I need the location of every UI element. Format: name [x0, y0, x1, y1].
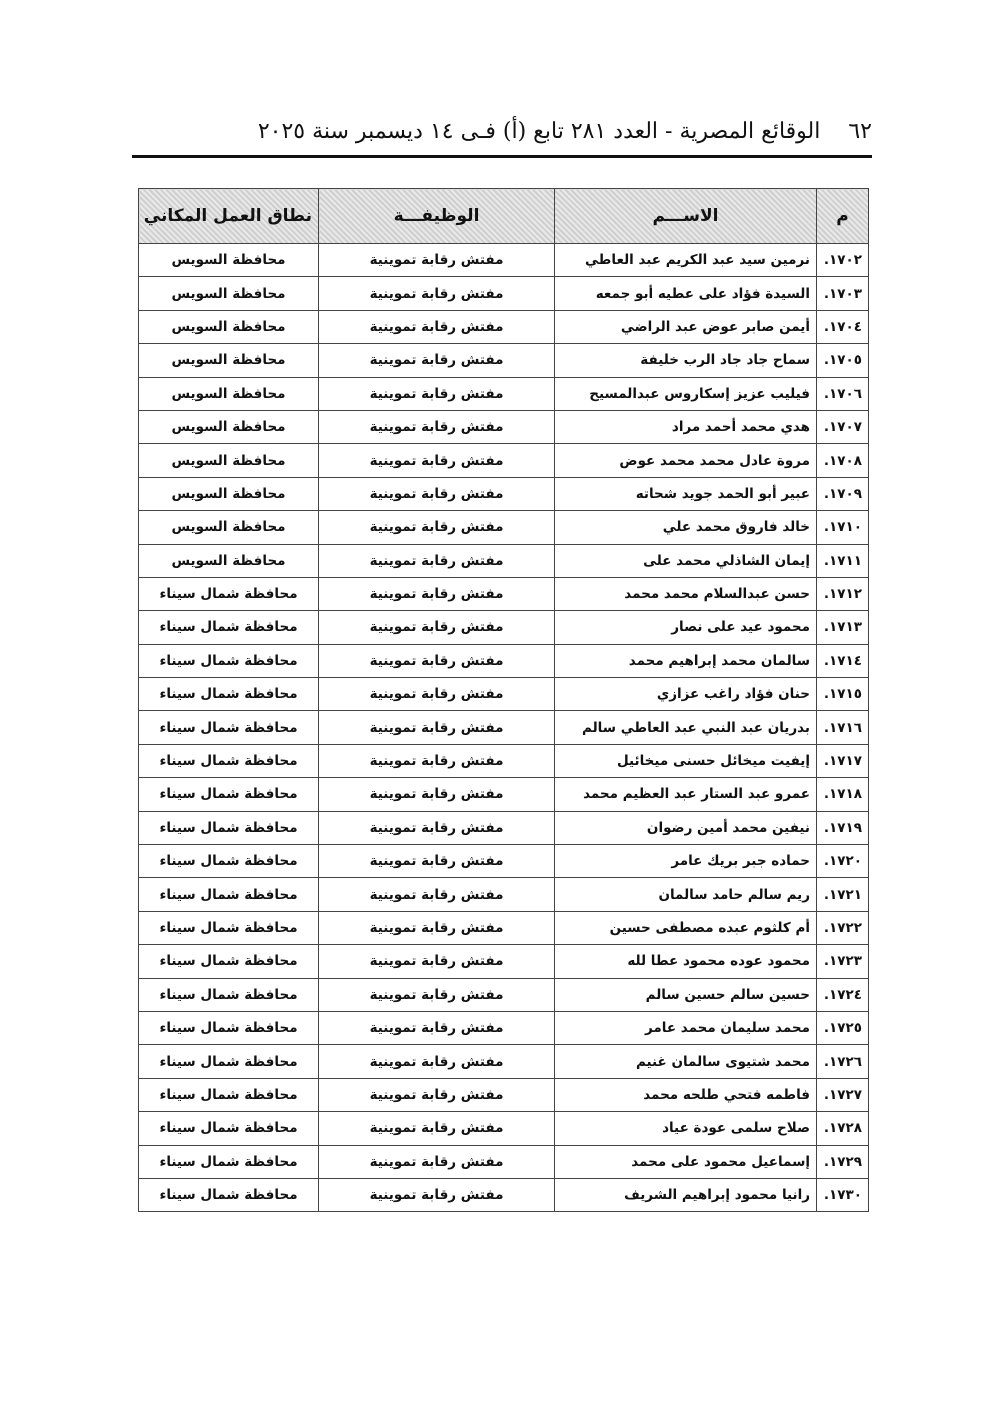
employee-name: محمود عيد على نصار	[555, 611, 817, 644]
work-location: محافظة شمال سيناء	[139, 945, 319, 978]
work-location: محافظة السويس	[139, 444, 319, 477]
row-number: ١٧١٠.	[817, 511, 869, 544]
work-location: محافظة شمال سيناء	[139, 577, 319, 610]
job-title: مفتش رقابة تموينية	[319, 845, 555, 878]
employee-name: محمد سليمان محمد عامر	[555, 1011, 817, 1044]
table-row	[139, 811, 869, 844]
table-row	[139, 410, 869, 443]
work-location: محافظة شمال سيناء	[139, 678, 319, 711]
job-title: مفتش رقابة تموينية	[319, 711, 555, 744]
employee-name: سماح جاد جاد الرب خليفة	[555, 344, 817, 377]
job-title: مفتش رقابة تموينية	[319, 310, 555, 343]
work-location: محافظة شمال سيناء	[139, 711, 319, 744]
job-title: مفتش رقابة تموينية	[319, 611, 555, 644]
employee-name: إيفيت ميخائل حسنى ميخائيل	[555, 744, 817, 777]
table-row	[139, 511, 869, 544]
employee-name: بدريان عبد النبي عبد العاطي سالم	[555, 711, 817, 744]
work-location: محافظة شمال سيناء	[139, 978, 319, 1011]
work-location: محافظة السويس	[139, 244, 319, 277]
job-title: مفتش رقابة تموينية	[319, 377, 555, 410]
row-number: ١٧٣٠.	[817, 1178, 869, 1211]
row-number: ١٧٢٠.	[817, 845, 869, 878]
row-number: ١٧١٢.	[817, 577, 869, 610]
work-location: محافظة السويس	[139, 344, 319, 377]
row-number: ١٧٠٢.	[817, 244, 869, 277]
header-rule	[132, 155, 872, 158]
table-row	[139, 1178, 869, 1211]
column-header-name: الاســـم	[555, 189, 817, 244]
employee-name: إسماعيل محمود على محمد	[555, 1145, 817, 1178]
table-row	[139, 678, 869, 711]
employee-name: محمد شتيوى سالمان غنيم	[555, 1045, 817, 1078]
table-row	[139, 477, 869, 510]
work-location: محافظة شمال سيناء	[139, 778, 319, 811]
work-location: محافظة شمال سيناء	[139, 878, 319, 911]
employee-name: أم كلثوم عبده مصطفى حسين	[555, 911, 817, 944]
records-table-container	[138, 188, 868, 1212]
work-location: محافظة شمال سيناء	[139, 744, 319, 777]
work-location: محافظة شمال سيناء	[139, 644, 319, 677]
table-row	[139, 978, 869, 1011]
work-location: محافظة السويس	[139, 277, 319, 310]
table-row	[139, 878, 869, 911]
job-title: مفتش رقابة تموينية	[319, 1145, 555, 1178]
job-title: مفتش رقابة تموينية	[319, 778, 555, 811]
table-row	[139, 444, 869, 477]
work-location: محافظة شمال سيناء	[139, 911, 319, 944]
row-number: ١٧٠٥.	[817, 344, 869, 377]
job-title: مفتش رقابة تموينية	[319, 544, 555, 577]
row-number: ١٧٢٩.	[817, 1145, 869, 1178]
table-row	[139, 344, 869, 377]
employee-name: نرمين سيد عبد الكريم عبد العاطي	[555, 244, 817, 277]
work-location: محافظة السويس	[139, 544, 319, 577]
employee-name: السيدة فؤاد على عطيه أبو جمعه	[555, 277, 817, 310]
row-number: ١٧١٦.	[817, 711, 869, 744]
work-location: محافظة شمال سيناء	[139, 611, 319, 644]
table-row	[139, 1145, 869, 1178]
work-location: محافظة السويس	[139, 477, 319, 510]
employee-name: إيمان الشاذلي محمد على	[555, 544, 817, 577]
work-location: محافظة شمال سيناء	[139, 1045, 319, 1078]
row-number: ١٧٢٣.	[817, 945, 869, 978]
employee-name: هدي محمد أحمد مراد	[555, 410, 817, 443]
row-number: ١٧٠٣.	[817, 277, 869, 310]
work-location: محافظة شمال سيناء	[139, 1145, 319, 1178]
row-number: ١٧١٥.	[817, 678, 869, 711]
employee-name: أيمن صابر عوض عبد الراضي	[555, 310, 817, 343]
employee-name: حسن عبدالسلام محمد محمد	[555, 577, 817, 610]
job-title: مفتش رقابة تموينية	[319, 1178, 555, 1211]
table-row	[139, 1045, 869, 1078]
table-row	[139, 744, 869, 777]
row-number: ١٧١٣.	[817, 611, 869, 644]
employee-name: صلاح سلمى عودة عياد	[555, 1112, 817, 1145]
table-row	[139, 544, 869, 577]
employee-name: حسين سالم حسين سالم	[555, 978, 817, 1011]
job-title: مفتش رقابة تموينية	[319, 945, 555, 978]
employee-name: نيفين محمد أمين رضوان	[555, 811, 817, 844]
row-number: ١٧١١.	[817, 544, 869, 577]
row-number: ١٧١٨.	[817, 778, 869, 811]
row-number: ١٧١٧.	[817, 744, 869, 777]
table-row	[139, 644, 869, 677]
work-location: محافظة السويس	[139, 511, 319, 544]
work-location: محافظة شمال سيناء	[139, 811, 319, 844]
job-title: مفتش رقابة تموينية	[319, 511, 555, 544]
column-header-job: الوظيفـــة	[319, 189, 555, 244]
gazette-title: الوقائع المصرية - العدد ٢٨١ تابع (أ) فـى ١٤ ديسمبر سنة ٢٠٢٥	[257, 119, 821, 144]
table-row	[139, 1078, 869, 1111]
row-number: ١٧٠٩.	[817, 477, 869, 510]
job-title: مفتش رقابة تموينية	[319, 344, 555, 377]
employee-name: فاطمه فتحي طلحه محمد	[555, 1078, 817, 1111]
employee-name: محمود عوده محمود عطا لله	[555, 945, 817, 978]
row-number: ١٧٢٧.	[817, 1078, 869, 1111]
table-header-row	[139, 189, 869, 244]
table-row	[139, 1112, 869, 1145]
job-title: مفتش رقابة تموينية	[319, 811, 555, 844]
job-title: مفتش رقابة تموينية	[319, 577, 555, 610]
row-number: ١٧٠٨.	[817, 444, 869, 477]
employee-name: رانيا محمود إبراهيم الشريف	[555, 1178, 817, 1211]
table-row	[139, 945, 869, 978]
table-row	[139, 778, 869, 811]
job-title: مفتش رقابة تموينية	[319, 1112, 555, 1145]
job-title: مفتش رقابة تموينية	[319, 978, 555, 1011]
row-number: ١٧١٩.	[817, 811, 869, 844]
table-row	[139, 277, 869, 310]
work-location: محافظة شمال سيناء	[139, 1112, 319, 1145]
job-title: مفتش رقابة تموينية	[319, 477, 555, 510]
job-title: مفتش رقابة تموينية	[319, 644, 555, 677]
row-number: ١٧٢٥.	[817, 1011, 869, 1044]
employee-name: حماده جبر بريك عامر	[555, 845, 817, 878]
table-row	[139, 911, 869, 944]
table-row	[139, 1011, 869, 1044]
job-title: مفتش رقابة تموينية	[319, 1045, 555, 1078]
page-number: ٦٢	[848, 119, 872, 144]
table-row	[139, 310, 869, 343]
column-header-number: م	[817, 189, 869, 244]
work-location: محافظة شمال سيناء	[139, 1178, 319, 1211]
employee-name: مروة عادل محمد محمد عوض	[555, 444, 817, 477]
table-row	[139, 611, 869, 644]
job-title: مفتش رقابة تموينية	[319, 444, 555, 477]
job-title: مفتش رقابة تموينية	[319, 1078, 555, 1111]
work-location: محافظة شمال سيناء	[139, 845, 319, 878]
employee-name: خالد فاروق محمد علي	[555, 511, 817, 544]
employee-name: عبير أبو الحمد جويد شحاته	[555, 477, 817, 510]
row-number: ١٧٢٨.	[817, 1112, 869, 1145]
row-number: ١٧٢٦.	[817, 1045, 869, 1078]
job-title: مفتش رقابة تموينية	[319, 878, 555, 911]
row-number: ١٧١٤.	[817, 644, 869, 677]
job-title: مفتش رقابة تموينية	[319, 744, 555, 777]
row-number: ١٧٠٤.	[817, 310, 869, 343]
row-number: ١٧٢٢.	[817, 911, 869, 944]
work-location: محافظة شمال سيناء	[139, 1011, 319, 1044]
employee-name: سالمان محمد إبراهيم محمد	[555, 644, 817, 677]
job-title: مفتش رقابة تموينية	[319, 1011, 555, 1044]
job-title: مفتش رقابة تموينية	[319, 410, 555, 443]
work-location: محافظة السويس	[139, 410, 319, 443]
row-number: ١٧٠٦.	[817, 377, 869, 410]
records-table	[138, 188, 869, 1212]
table-row	[139, 845, 869, 878]
employee-name: فيليب عزيز إسكاروس عبدالمسيح	[555, 377, 817, 410]
table-row	[139, 377, 869, 410]
table-row	[139, 244, 869, 277]
employee-name: ريم سالم حامد سالمان	[555, 878, 817, 911]
employee-name: حنان فؤاد راغب عزازي	[555, 678, 817, 711]
work-location: محافظة شمال سيناء	[139, 1078, 319, 1111]
column-header-location: نطاق العمل المكاني	[139, 189, 319, 244]
row-number: ١٧٢٤.	[817, 978, 869, 1011]
table-row	[139, 577, 869, 610]
job-title: مفتش رقابة تموينية	[319, 277, 555, 310]
page-header	[132, 112, 872, 152]
table-row	[139, 711, 869, 744]
row-number: ١٧٠٧.	[817, 410, 869, 443]
work-location: محافظة السويس	[139, 377, 319, 410]
row-number: ١٧٢١.	[817, 878, 869, 911]
job-title: مفتش رقابة تموينية	[319, 244, 555, 277]
work-location: محافظة السويس	[139, 310, 319, 343]
job-title: مفتش رقابة تموينية	[319, 911, 555, 944]
employee-name: عمرو عبد الستار عبد العظيم محمد	[555, 778, 817, 811]
job-title: مفتش رقابة تموينية	[319, 678, 555, 711]
